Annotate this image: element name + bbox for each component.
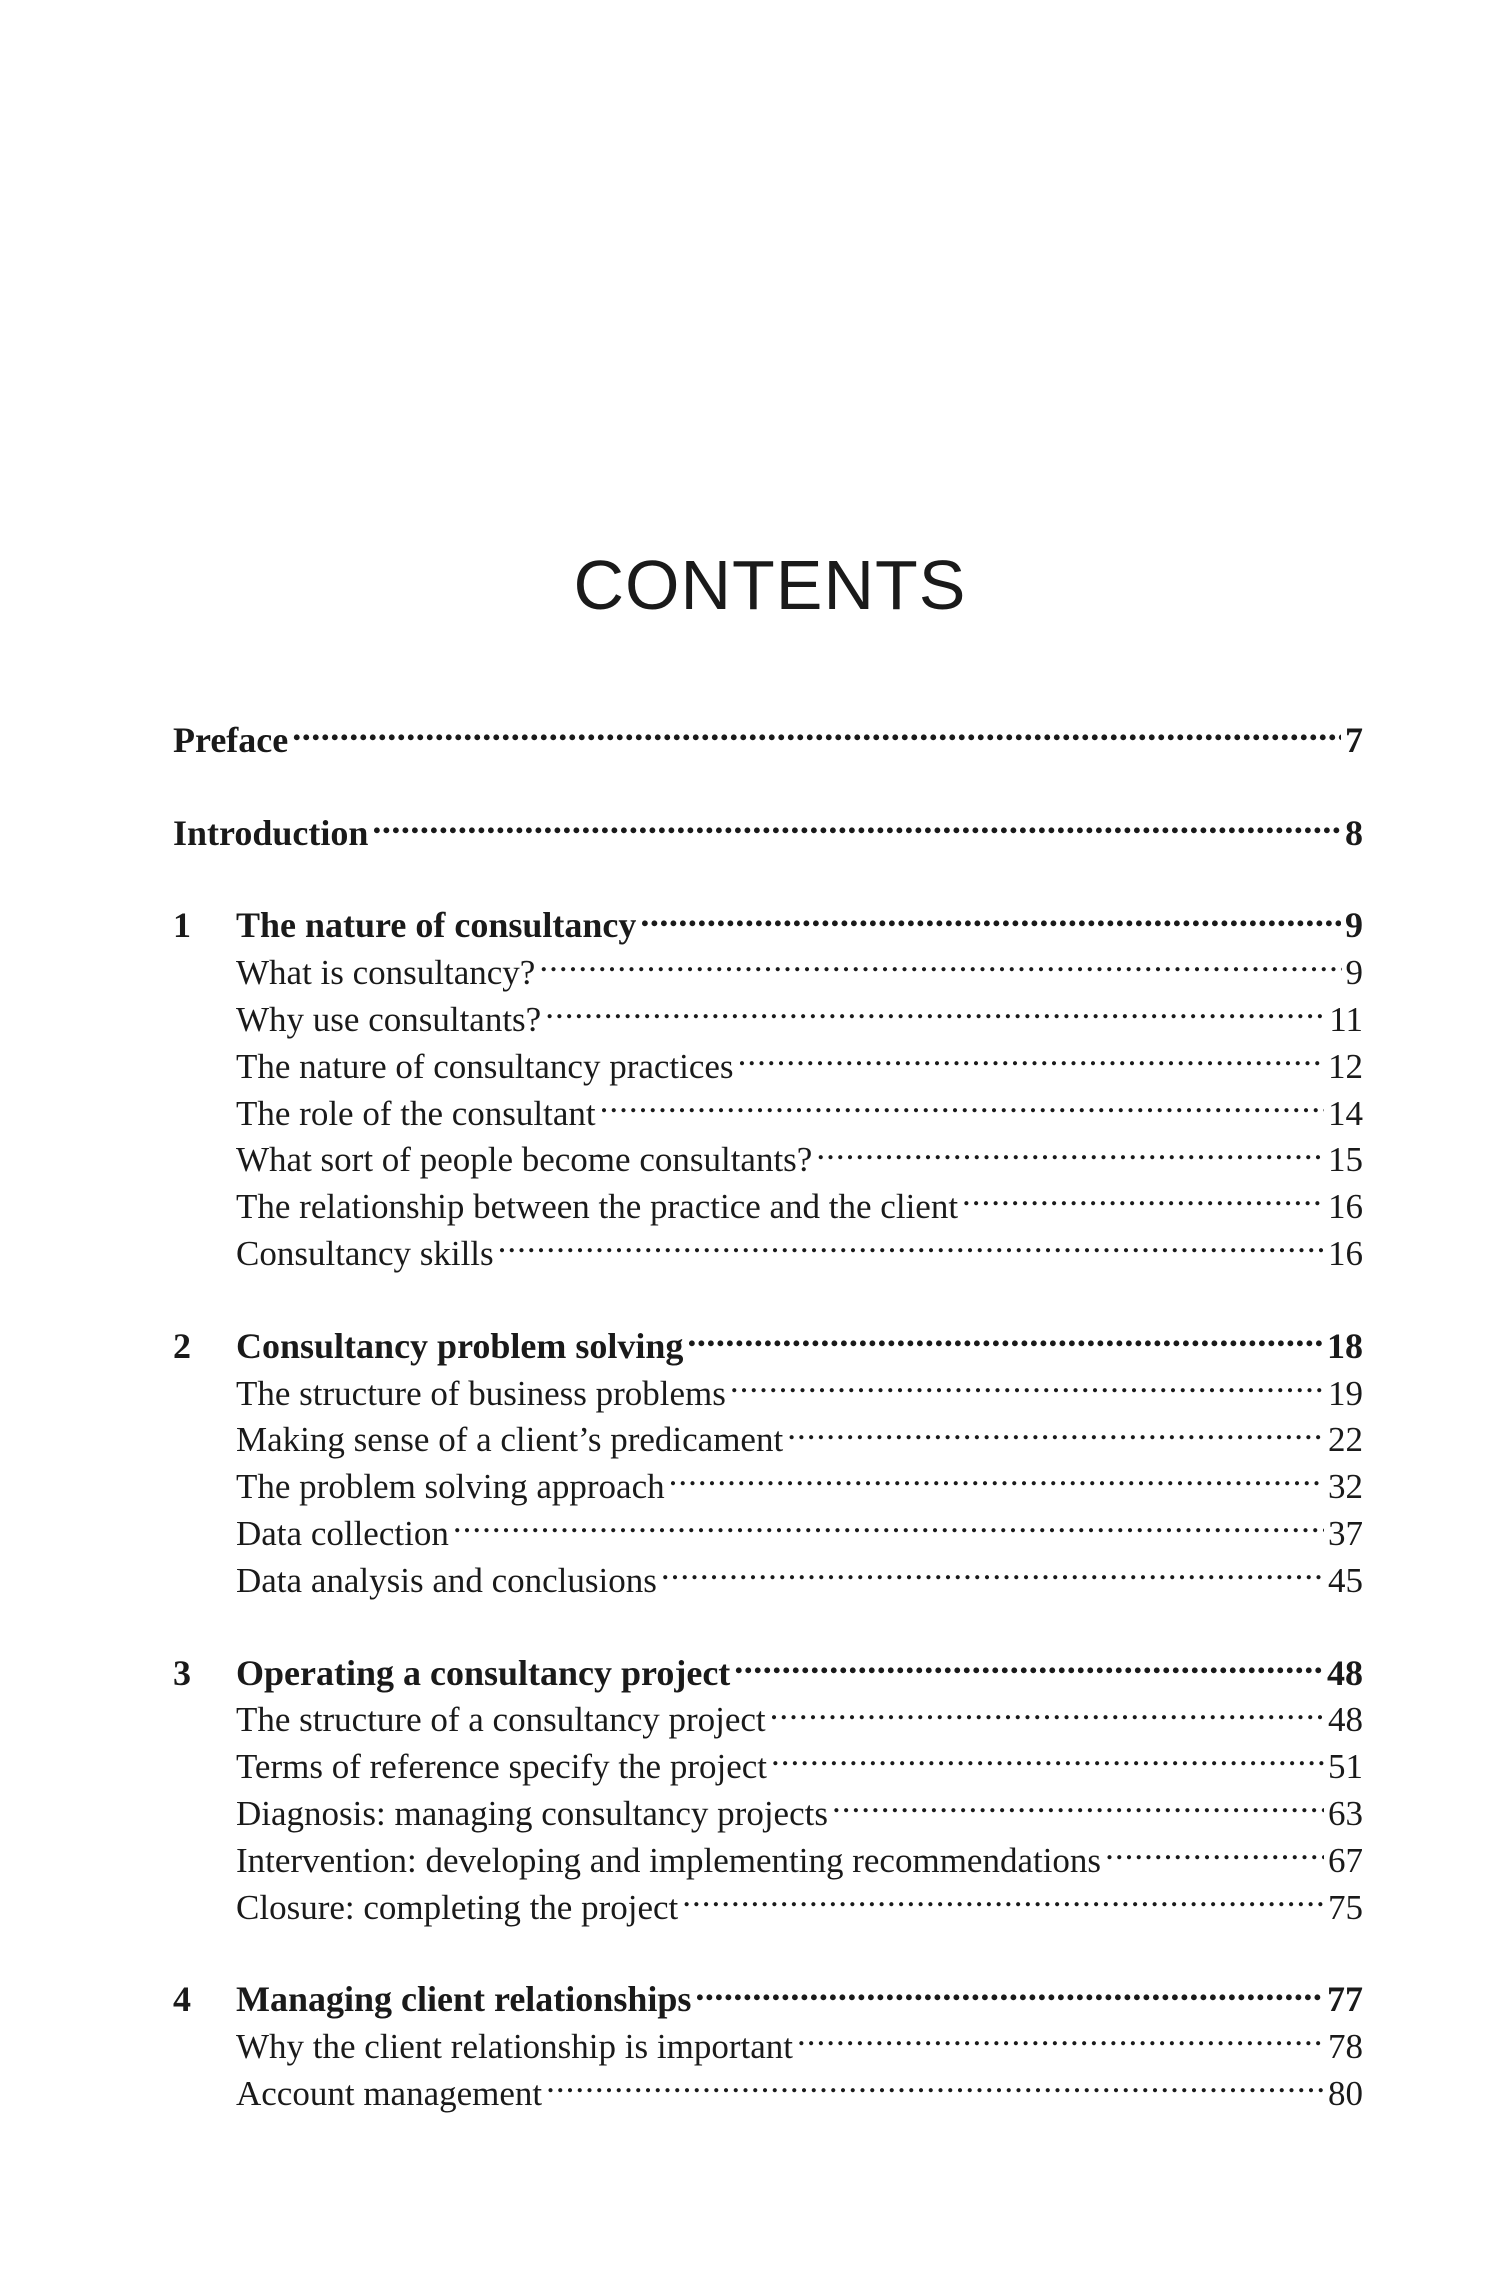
toc-page-number: 11 xyxy=(1329,999,1363,1039)
toc-page-number: 15 xyxy=(1328,1140,1363,1180)
toc-entry-label: Preface xyxy=(173,719,289,760)
toc-chapter-4[interactable] xyxy=(173,1965,1363,2020)
toc-entry-label: Introduction xyxy=(173,812,369,853)
spacer xyxy=(173,752,1363,798)
toc-entry-label: Managing client relationships xyxy=(236,1979,692,2020)
toc-page-number: 22 xyxy=(1328,1420,1363,1460)
toc-entry-introduction[interactable] xyxy=(173,798,1363,853)
toc-page-number: 9 xyxy=(1345,905,1363,946)
toc-section-label: Intervention: developing and implementing recommendations xyxy=(236,1840,1102,1880)
toc-page-number: 8 xyxy=(1345,812,1363,853)
dot-leader xyxy=(498,1218,1324,1265)
dot-leader xyxy=(372,798,1341,845)
toc-page-number: 80 xyxy=(1328,2073,1363,2113)
toc-section-label: Making sense of a client’s predicament xyxy=(236,1420,784,1460)
dot-leader xyxy=(600,1078,1324,1125)
toc-section-label: Data collection xyxy=(236,1513,449,1553)
toc-page-number: 48 xyxy=(1327,1652,1363,1693)
page-title: CONTENTS xyxy=(573,546,967,624)
toc-chapter-1[interactable] xyxy=(173,891,1363,946)
toc-section-label: Consultancy skills xyxy=(236,1233,494,1273)
dot-leader xyxy=(640,891,1341,938)
toc-page-number: 75 xyxy=(1328,1887,1363,1927)
dot-leader xyxy=(787,1405,1324,1452)
toc-page-number: 45 xyxy=(1328,1560,1363,1600)
chapter-number: 4 xyxy=(173,1979,191,2020)
toc-section-label: Data analysis and conclusions xyxy=(236,1560,657,1600)
toc-page-number: 16 xyxy=(1328,1233,1363,1273)
toc-page-number: 37 xyxy=(1328,1513,1363,1553)
dot-leader xyxy=(453,1498,1324,1545)
toc-section-label: Diagnosis: managing consultancy projects xyxy=(236,1793,828,1833)
dot-leader xyxy=(687,1311,1323,1358)
toc-section-label: The structure of a consultancy project xyxy=(236,1700,766,1740)
toc-section-label: What is consultancy? xyxy=(236,953,536,993)
toc-page-number: 7 xyxy=(1345,719,1363,760)
toc-section-label: The relationship between the practice and the client xyxy=(236,1187,959,1227)
toc-section-label: Account management xyxy=(236,2073,543,2113)
toc-page-number: 12 xyxy=(1328,1046,1363,1086)
chapter-number: 1 xyxy=(173,905,191,946)
dot-leader xyxy=(832,1778,1324,1825)
dot-leader xyxy=(738,1031,1324,1078)
dot-leader xyxy=(734,1638,1323,1685)
dot-leader xyxy=(682,1872,1324,1919)
toc-page-number: 63 xyxy=(1328,1793,1363,1833)
toc-page-number: 14 xyxy=(1328,1093,1363,1133)
toc-page-number: 32 xyxy=(1328,1467,1363,1507)
toc-entry-preface[interactable] xyxy=(173,705,1363,760)
dot-leader xyxy=(816,1125,1324,1172)
dot-leader xyxy=(546,2058,1324,2105)
dot-leader xyxy=(730,1358,1324,1405)
toc-page-number: 67 xyxy=(1328,1840,1363,1880)
table-of-contents xyxy=(173,705,1363,2113)
dot-leader xyxy=(661,1545,1324,1592)
dot-leader xyxy=(962,1171,1324,1218)
dot-leader xyxy=(545,984,1325,1031)
toc-entry-label: Operating a consultancy project xyxy=(236,1652,731,1693)
toc-page-number: 9 xyxy=(1345,953,1363,993)
toc-section-label: What sort of people become consultants? xyxy=(236,1140,813,1180)
toc-entry-label: The nature of consultancy xyxy=(236,905,637,946)
dot-leader xyxy=(797,2011,1324,2058)
toc-page-number: 18 xyxy=(1327,1325,1363,1366)
toc-section-label: Why the client relationship is important xyxy=(236,2027,793,2067)
toc-section-label: Closure: completing the project xyxy=(236,1887,679,1927)
toc-page-number: 51 xyxy=(1328,1747,1363,1787)
dot-leader xyxy=(539,937,1341,984)
dot-leader xyxy=(669,1451,1324,1498)
toc-section-label: Why use consultants? xyxy=(236,999,542,1039)
toc-chapter-3[interactable] xyxy=(173,1638,1363,1693)
toc-page-number: 16 xyxy=(1328,1187,1363,1227)
chapter-number: 3 xyxy=(173,1652,191,1693)
dot-leader xyxy=(770,1685,1324,1732)
toc-section-label: The role of the consultant xyxy=(236,1093,596,1133)
toc-section-label: Terms of reference specify the project xyxy=(236,1747,768,1787)
toc-page-number: 48 xyxy=(1328,1700,1363,1740)
toc-section-label: The nature of consultancy practices xyxy=(236,1046,734,1086)
toc-entry-label: Consultancy problem solving xyxy=(236,1325,684,1366)
chapter-number: 2 xyxy=(173,1325,191,1366)
toc-page-number: 77 xyxy=(1327,1979,1363,2020)
dot-leader xyxy=(695,1965,1323,2012)
dot-leader xyxy=(1105,1825,1324,1872)
toc-section-label: The problem solving approach xyxy=(236,1467,665,1507)
toc-page-number: 78 xyxy=(1328,2027,1363,2067)
dot-leader xyxy=(771,1731,1324,1778)
toc-chapter-2[interactable] xyxy=(173,1311,1363,1366)
toc-section-label: The structure of business problems xyxy=(236,1373,726,1413)
toc-page-number: 19 xyxy=(1328,1373,1363,1413)
dot-leader xyxy=(292,705,1341,752)
